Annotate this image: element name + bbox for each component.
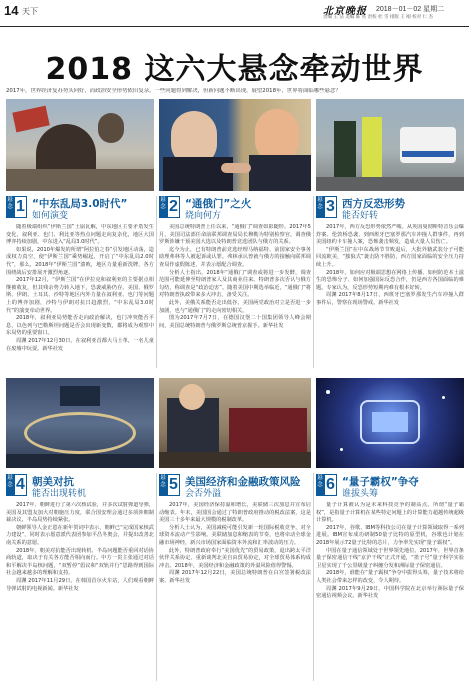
story-5-subtitle: 会否外溢: [185, 489, 222, 499]
suspense-number: 6: [324, 474, 337, 496]
story-5-paragraph: 2017年，美国经济保持温和增长，美联储三次加息并宣布启动缩表。年末，美国国会通过了特朗普政府推动的税改法案，这是美国三十多年来最大规模的税制改革。: [159, 502, 311, 524]
page-header: [0, 0, 469, 27]
story-2-photo: [159, 99, 311, 191]
story-5-paragraph: 此外，特朗普政府奉行“美国优先”的贸易政策，退出跨太平洋伙伴关系协定、重新谈判北美自由贸易协定，对全球贸易体系构成冲击。2018年，美国经济和金融政策的外溢风险值得警惕。: [159, 547, 311, 569]
story-6-paragraph: 2018年，谁能在“量子霸权”争夺中拔得头筹，量子技术将给人类社会带来怎样的改变，令人期待。: [316, 570, 464, 584]
story-3-paragraph: “伊斯兰国”在中东战场节节败退后，大批外籍武装分子可能回流欧美，“独狼式”袭击防不胜防，西方国家面临的安全压力持续上升。: [316, 246, 464, 268]
story-1-title: “中东乱局3.0时代”: [32, 198, 128, 210]
story-4-paragraph: 2018年，朝美对抗能否出现转机、半岛问题能否重回对话协商轨道，取决于有关各方能否相向而行。中方一贯主张通过对话和平解决半岛核问题，“双暂停”倡议和“双轨并行”思路得到国际社会越来越多的理解和支持。: [6, 547, 154, 577]
editor-credits: 责编 王 洁 美编 陈 亮 责校 杜 雪 排版 王 刚 校对 仁 杰: [323, 15, 434, 20]
story-6-title: “量子霸权”争夺: [342, 476, 419, 488]
main-headline: 2018 这六大悬念牵动世界: [45, 52, 424, 87]
story-4: [6, 474, 154, 682]
story-5-paragraph: 分析人士认为，美国减税可能引发新一轮国际税收竞争，对全球资本流动产生影响。美联储加息和缩表的节奏，也将牵动全球金融市场神经，新兴市场国家面临资本外流和汇率波动的压力。: [159, 524, 311, 546]
story-6-paragraph: 量子计算被认为是未来科技竞争的制高点。所谓“量子霸权”，是指量子计算机在某些特定问题上的计算能力超越传统超级计算机。: [316, 502, 464, 524]
lede-paragraph: 2017年，世界经济复苏势头向好，而政治安全形势依旧复杂。一些问题得到解决，但新问题不断出现。展望2018年，世界将面临哪些悬念？: [6, 88, 341, 94]
column-divider: [313, 473, 314, 681]
suspense-label: 悬念: [316, 474, 324, 496]
story-2-paragraph: 此外，美俄关系能否走出低谷、美国两党政治对立是否进一步加剧，也与“通俄门”的走向密切相关。: [159, 299, 311, 314]
story-3-title: 西方反恐形势: [342, 198, 405, 210]
story-6-paragraph: 中国在量子通信领域处于世界领先地位。2017年，世界首条量子保密通信干线“京沪干线”正式开通，“墨子号”量子科学实验卫星实现了千公里级量子纠缠分发和洲际量子保密通信。: [316, 547, 464, 569]
suspense-number: 1: [14, 196, 27, 218]
story-2-body: [159, 224, 311, 370]
story-1-caption: 周渊 2017年12月30日，在叙利亚首都大马士革，一名儿童在废墟中玩耍。新华社发: [6, 337, 154, 352]
story-5-body: [159, 502, 311, 682]
column-divider: [156, 473, 157, 681]
story-4-photo: [6, 378, 154, 468]
story-5-title: 美国经济和金融政策风险: [185, 476, 301, 488]
story-6: [316, 474, 464, 682]
story-4-badge: [6, 474, 154, 499]
story-6-badge: [316, 474, 464, 499]
story-1-paragraph: 2018年，叙利亚局势能否走向政治解决，也门冲突能否平息，以色列与巴勒斯坦问题是否会出现新变数，都将成为观察中东局势的重要窗口。: [6, 315, 154, 337]
story-1-body: [6, 224, 154, 370]
story-2-badge: [159, 196, 311, 221]
story-4-caption: 周渊 2017年11月29日，在韩国首尔火车站，人们观看朝鲜导弹试射的电视新闻。新华社发: [6, 577, 154, 592]
column-divider: [156, 196, 157, 368]
story-5-photo: [159, 378, 311, 468]
story-2-caption: 图为2017年7月7日，在德国汉堡二十国集团领导人峰会期间，美国总统特朗普与俄罗斯总统普京握手。新华社发: [159, 315, 311, 329]
story-3-subtitle: 能否好转: [342, 211, 379, 221]
suspense-number: 4: [14, 474, 27, 496]
story-6-photo: [316, 378, 464, 468]
story-3-body: [316, 224, 464, 370]
story-3-caption: 周渊 2017年8月17日，西班牙巴塞罗那发生汽车冲撞人群事件后，警察在现场警戒。新华社发: [316, 292, 464, 306]
suspense-label: 悬念: [6, 196, 14, 218]
story-4-paragraph: 2017年，朝鲜进行了第六次核试验，并多次试射弹道导弹，美国及其盟友加大对朝施压力度，联合国安理会通过多项涉朝制裁决议，半岛局势持续紧张。: [6, 502, 154, 524]
page-number: 14: [4, 3, 19, 18]
story-4-subtitle: 能否出现转机: [32, 489, 87, 499]
story-3: [316, 196, 464, 370]
publication-date: 2018－01－02 星期二: [376, 6, 445, 13]
story-5-caption: 周渊 2017年12月22日，美国总统特朗普在白宫签署税改法案。新华社发: [159, 570, 311, 584]
newspaper-masthead: 北京晚报: [323, 6, 367, 17]
suspense-label: 悬念: [159, 196, 167, 218]
story-4-body: [6, 502, 154, 682]
story-5-badge: [159, 474, 311, 499]
story-3-paragraph: 2017年，西方反恐形势依然严峻。从英国曼彻斯特音乐会爆炸案、伦敦桥恐袭，到西班牙巴塞罗那汽车冲撞人群事件，再到美国纽约卡车撞人案，恐怖袭击频发，造成大量人员伤亡。: [316, 224, 464, 246]
story-1-photo: [6, 99, 154, 191]
story-6-paragraph: 2017年，谷歌、IBM等科技公司在量子计算领域取得一系列进展。IBM宣布成功研制50量子比特的原型机，谷歌也计划在2018年展示72量子比特的芯片，力争率先实现“量子霸权”。: [316, 524, 464, 546]
story-3-photo: [316, 99, 464, 191]
story-3-badge: [316, 196, 464, 221]
suspense-label: 悬念: [6, 474, 14, 496]
story-1-subtitle: 如何演变: [32, 211, 69, 221]
story-2-paragraph: 分析人士指出，2018年“通俄门”调查或将进一步发酵，调查范围可能延伸至特朗普家人及其商业往来。特朗普多次否认与俄方勾结，称调查是“政治迫害”。随着美国中期选举临近，“通俄门”将对特朗普执政带来多大冲击，备受关注。: [159, 269, 311, 299]
story-2-title: “通俄门”之火: [185, 198, 252, 210]
suspense-number: 2: [167, 196, 180, 218]
story-6-body: [316, 502, 464, 682]
suspense-number: 3: [324, 196, 337, 218]
story-6-subtitle: 谁拔头筹: [342, 489, 379, 499]
story-2: [159, 196, 311, 370]
story-4-paragraph: 朝鲜领导人金正恩在新年贺词中表示，朝鲜已“完成国家核武力建设”，同时表示愿意派代表团参加平昌冬奥会，并提出改善北南关系的意愿。: [6, 524, 154, 546]
story-2-paragraph: 迄今为止，已有特朗普前竞选经理马纳福特、前国家安全事务助理弗林等人被起诉或认罪。弗林承认曾就与俄方的接触向联邦调查局作虚假陈述，并表示愿配合调查。: [159, 246, 311, 268]
suspense-label: 悬念: [159, 474, 167, 496]
story-3-paragraph: 2018年，如何应对极端思想在网络上传播、如何防范本土滋生的恐怖分子、如何加强国际反恐合作，仍是西方各国面临的难题。专家认为，反恐形势短期内难有根本好转。: [316, 269, 464, 291]
suspense-number: 5: [167, 474, 180, 496]
story-1-paragraph: 随着极端组织“伊斯兰国”土崩瓦解，中东地区主要矛盾发生变化，叙利亚、也门、利比亚等热点问题走向复杂化，地区大国博弈持续加剧，中东进入“乱局3.0时代”。: [6, 224, 154, 246]
story-2-paragraph: 美国总统特朗普上任以来，“通俄门”调查如影随形。2017年5月，美国司法部任命前联邦调查局局长穆勒为特别检察官，调查俄罗斯涉嫌干预美国大选以及特朗普竞选团队与俄方的关系。: [159, 224, 311, 246]
story-5: [159, 474, 311, 682]
story-2-subtitle: 烧向何方: [185, 211, 222, 221]
story-1-badge: [6, 196, 154, 221]
suspense-label: 悬念: [316, 196, 324, 218]
section-name: 天下: [22, 7, 38, 16]
story-1: [6, 196, 154, 370]
story-1-paragraph: 如果说，2010年爆发的所谓“阿拉伯之春”引发地区动荡，造成权力真空，使“伊斯兰国”乘势崛起，开启了“中东乱局2.0时代”，那么，2018年“伊斯兰国”溃败，地区力量重新洗牌，各方围绕战后安排展开激烈角逐。: [6, 246, 154, 276]
story-4-title: 朝美对抗: [32, 476, 74, 488]
story-1-paragraph: 2017年12月，“伊斯兰国”在伊拉克和叙利亚的主要据点相继被收复，但其残余势力转入地下，恐袭威胁仍存。美国、俄罗斯、伊朗、土耳其、沙特等地区内外力量在叙利亚、也门等问题上的博弈加剧，沙特与伊朗对抗日趋激烈，“中东乱局3.0时代”的演变牵动世界。: [6, 277, 154, 314]
column-divider: [313, 196, 314, 368]
story-6-caption: 周渊 2017年9月29日，中国科学院在北京举行洲际量子保密通信视频会议。新华社发: [316, 585, 464, 600]
